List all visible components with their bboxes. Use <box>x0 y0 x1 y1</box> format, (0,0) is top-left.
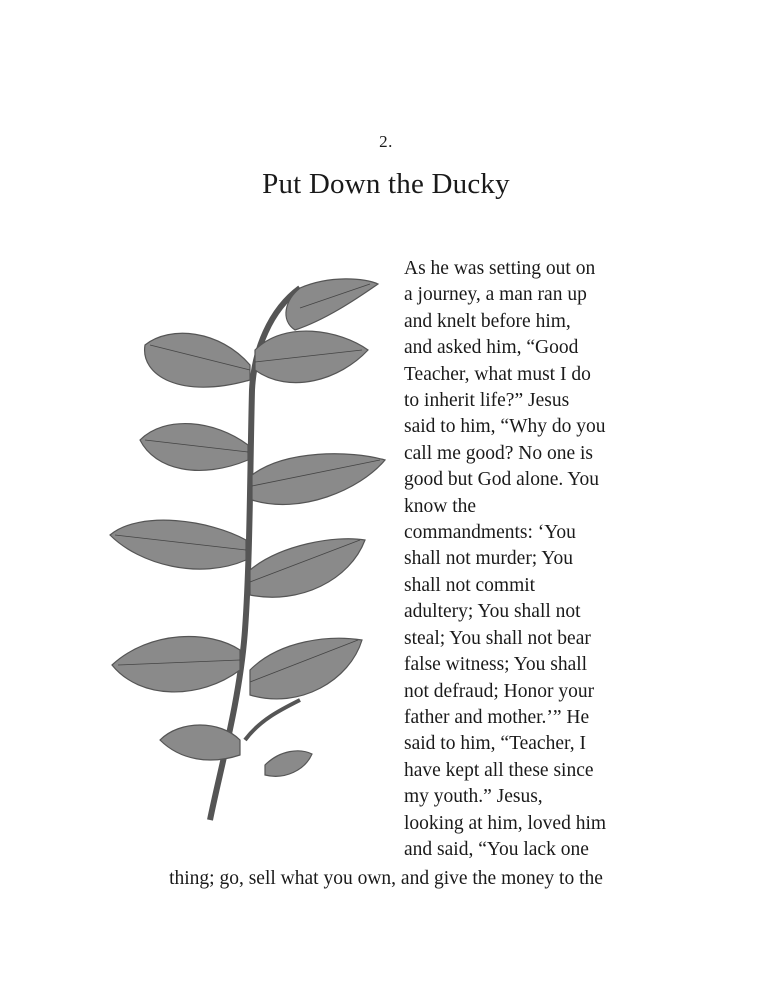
passage-line: adultery; You shall not <box>404 601 581 623</box>
passage-line: As he was setting out on <box>404 258 596 279</box>
passage-line: and said, “You lack one <box>404 838 589 860</box>
passage-line: false witness; You shall <box>404 654 588 676</box>
leafy-branch-engraving-icon <box>100 270 400 830</box>
passage-line: and asked him, “Good <box>404 337 579 359</box>
passage-line: my youth.” Jesus, <box>404 786 543 808</box>
passage-line: know the <box>404 495 477 517</box>
passage-last-line: thing; go, sell what you own, and give the money to the <box>169 868 603 889</box>
passage-line: to inherit life?” Jesus <box>404 390 570 412</box>
passage-line: a journey, a man ran up <box>404 284 587 306</box>
passage-line: Teacher, what must I do <box>404 363 591 385</box>
passage-line: and knelt before him, <box>404 310 571 332</box>
chapter-title: Put Down the Ducky <box>262 168 510 200</box>
passage-line: shall not commit <box>404 574 536 596</box>
passage-line: said to him, “Why do you <box>404 416 606 438</box>
passage-line: call me good? No one is <box>404 442 593 464</box>
passage-line: said to him, “Teacher, I <box>404 733 586 755</box>
passage-line: commandments: ‘You <box>404 522 576 544</box>
passage-line: not defraud; Honor your <box>404 680 595 702</box>
passage-line: steal; You shall not bear <box>404 627 591 649</box>
passage-line: shall not murder; You <box>404 548 574 570</box>
passage-text <box>404 256 634 863</box>
chapter-number: 2. <box>379 132 393 151</box>
passage-line: father and mother.’” He <box>404 706 590 728</box>
passage-line: good but God alone. You <box>404 469 600 491</box>
passage-line: have kept all these since <box>404 759 594 781</box>
passage-line: looking at him, loved him <box>404 812 607 834</box>
